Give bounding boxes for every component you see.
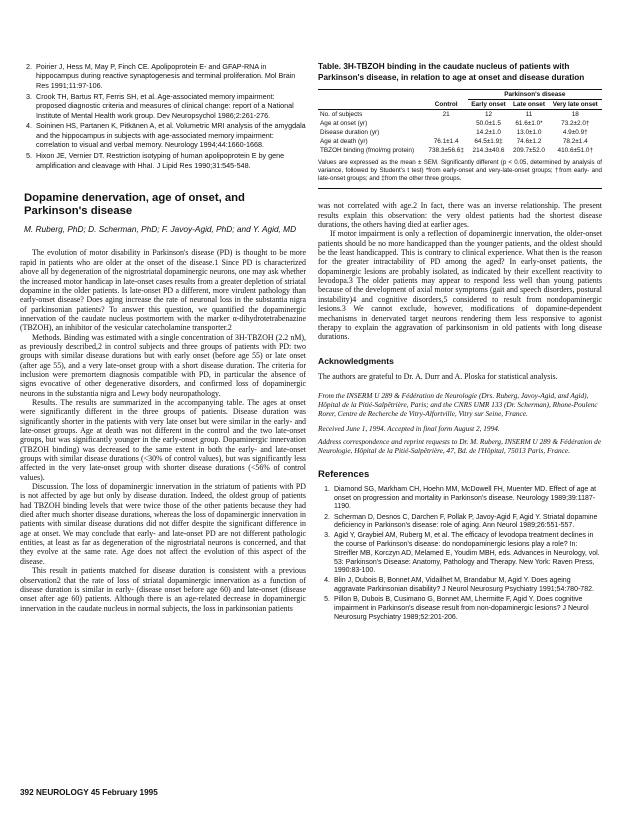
affiliation: From the INSERM U 289 & Fédération de Neurologie (Drs. Ruberg, Javoy-Agid, and Agid), Hôpital de la Pitié-Salpêtrière, Paris; and the CNRS UMR 133 (Dr. Scherman), Rhone-Poulenc Rorer, Centre de Recherche de Vitry-Alfortville, Vitry sur Seine, France. — [318, 390, 598, 418]
table-row — [318, 146, 602, 155]
table-cell: 78.2±1.4 — [562, 138, 588, 145]
table-cell: 738.3±56.6‡ — [428, 147, 464, 154]
previous-article-references — [20, 62, 306, 170]
table-cell: 76.1±1.4 — [433, 138, 459, 145]
reference-number: 3. — [324, 532, 330, 540]
reference-item — [20, 151, 306, 170]
table-cell: 21 — [442, 111, 450, 118]
table-cell: 74.6±1.2 — [516, 138, 542, 145]
reference-item — [318, 514, 602, 531]
reference-number: 5. — [324, 596, 330, 604]
row-label: Age at death (yr) — [320, 138, 368, 145]
reference-item — [318, 577, 602, 594]
table-cell: 50.0±1.5 — [476, 120, 501, 127]
article-title: Dopamine denervation, age of onset, and Parkinson's disease — [24, 191, 245, 218]
paragraph-motor-impairment: If motor impairment is only a reflection of dopaminergic innervation, the older-onset patients should be no more handicapped than the younger patients, and the oldest should be the least handicapped. This is contrary to clinical experience. What then is the reason for the greater intractability of PD among the aged? In early-onset patients, the dopaminergic lesions are probably isolated, as indicated by their excellent reactivity to levodopa.3 The older patients may appear to respond less well than young patients because of the development of axial motor symptoms (gait and speech disorders, postural instability)4 and cognitive disorders,5 considered to result from nondopaminergic lesions.3 We cannot exclude, however, modifications of dopamine-dependent mechanisms in denervated target neurons rendering them less responsive to agonist therapy to explain the aggravation of parkinsonism in old patients with long disease durations. — [318, 229, 602, 342]
reference-item — [20, 92, 306, 120]
reference-text: Soininen HS, Partanen K, Pitkänen A, et al. Volumetric MRI analysis of the amygdala and the hippocampus in subjects with age-associated memory impairment: correlation to visual and verbal memory. Neurology 1994;44:1660-1668. — [36, 121, 306, 150]
table-cell: 73.2±2.0† — [561, 120, 590, 127]
correspondence: Address correspondence and reprint requests to Dr. M. Ruberg, INSERM U 289 & Fédération de Neurologie, Hôpital de la Pitié-Salpêtrière, 47, Bd. de l'Hôpital, 75013 Paris, France. — [318, 436, 601, 455]
reference-item — [20, 121, 306, 149]
table-footnote: Values are expressed as the mean ± SEM. Significantly different (p < 0.05, determined by analysis of variance, followed by Student's t test) *from early-onset and very-late-onset groups; †from early- and late-onset groups; and ‡from the other three groups. — [318, 159, 602, 189]
table-cell: 12 — [484, 111, 493, 118]
reference-text: Pillon B, Dubois B, Cusimano G, Bonnet AM, Lhermitte F, Agid Y. Does cognitive impairment in Parkinson's disease result from non-dopaminergic lesions? J Neurol Neurosurg Psychiatry 1989;52:201-206. — [334, 596, 589, 621]
reference-text: Blin J, Dubois B, Bonnet AM, Vidailhet M, Brandabur M, Agid Y. Does ageing aggravate Parkinsonian disability? J Neurol Neurosurg Psychiatry 1991;54:780-782. — [334, 577, 594, 594]
reference-text: Diamond SG, Markham CH, Hoehn MM, McDowell FH, Muenter MD. Effect of age at onset on progression and mortality in Parkinson's disease. Neurology 1989;39:1187-1190. — [334, 485, 597, 511]
references-heading: References — [318, 468, 370, 480]
table-row — [318, 110, 602, 120]
column-header: Late onset — [509, 100, 548, 110]
reference-number: 5. — [26, 151, 32, 161]
page-footer — [20, 788, 158, 797]
reference-item — [318, 596, 602, 622]
left-column — [20, 62, 306, 613]
table-row — [318, 119, 602, 128]
table-cell: 14.2±1.0 — [476, 129, 501, 136]
table-cell: 18 — [571, 111, 579, 118]
reference-item — [318, 532, 602, 576]
reference-item — [318, 486, 602, 512]
paragraph-intro: The evolution of motor disability in Parkinson's disease (PD) is thought to be more rapid in patients who are older at the onset of the disease.1 Since PD is characterized above all by degeneration of the nigrostriatal dopaminergic neurons, one may ask whether the increased motor handicap in late-onset cases results from a greater depletion of striatal dopamine in the older patients. Is late-onset PD a different, more virulent pathology than early-onset disease? Does aging increase the rate of neuronal loss in the substantia nigra of parkinsonian patients? To answer this question, we quantified the dopaminergic innervation of the caudate nucleus postmortem with the marker α-dihydrotetrabenazine (TBZOH), an inhibitor of the vesicular catecholamine transporter.2 — [20, 248, 306, 333]
reference-text: Crook TH, Bartus RT, Ferris SH, et al. Age-associated memory impairment: proposed diagnostic criteria and measures of clinical change: report of a National Institute of Mental Health work group. Dev Neuropsychol 1986;2:261-276. — [36, 91, 294, 120]
article-body-right — [318, 201, 602, 341]
reference-number: 3. — [26, 91, 32, 101]
column-header: Control — [425, 100, 468, 110]
reference-item — [20, 62, 306, 90]
results-table — [318, 89, 602, 155]
page-number: 392 — [20, 788, 34, 797]
column-header: Very late onset — [549, 100, 602, 110]
row-label: TBZOH binding (fmol/mg protein) — [320, 147, 415, 154]
reference-text: Poirier J, Hess M, May P, Finch CE. Apolipoprotein E- and GFAP-RNA in hippocampus during reactive synaptogenesis and terminal proliferation. Mol Brain Res 1991;11:97-106. — [36, 62, 296, 90]
paragraph-continuation: was not correlated with age.2 In fact, there was an inverse relationship. The present results explain this observation: the very oldest patients had the shortest disease durations, the others having died at earlier ages. — [318, 201, 602, 230]
paragraph-results: Results. The results are summarized in the accompanying table. The ages at onset were significantly different in the three groups of patients. Disease duration was significantly shorter in the patients with very late onset but were similar in the early- and late-onset groups. Age at death was not different in the control and the two late-onset groups, but was significantly younger in the early-onset group. Dopaminergic innervation (TBZOH binding) was decreased to the same extent in both the early- and late-onset groups with similar disease durations (<30% of control values), but was significantly less affected in the very late-onset group with shorter disease durations (<56% of control values). — [20, 397, 306, 482]
reference-number: 2. — [324, 513, 330, 521]
article-body-left — [20, 248, 306, 612]
table-cell: 13.0±1.0 — [516, 129, 542, 136]
row-label: Disease duration (yr) — [320, 129, 380, 136]
row-label: Age at onset (yr) — [320, 120, 368, 127]
paragraph-consistency: This result in patients matched for disease duration is consistent with a previous observation2 that the rate of loss of striatal dopaminergic innervation as a function of disease duration is similar in early- (disease onset before age 60) and late-onset (disease onset after age 60) patients. Although there is an age-related decrease in dopaminergic innervation in the caudate nucleus in normal subjects, the loss in parkinsonian patients — [20, 566, 306, 613]
acknowledgments-text: The authors are grateful to Dr. A. Durr and A. Ploska for statistical analysis. — [318, 371, 558, 381]
table-cell — [425, 119, 468, 128]
reference-text: Hixon JE, Vernier DT. Restriction isotyping of human apolipoprotein E by gene amplification and cleavage with HhaI. J Lipid Res 1990;31:545-548. — [36, 151, 285, 170]
paragraph-methods: Methods. Binding was estimated with a single concentration of 3H-TBZOH (2.2 nM), as previously described,2 in control subjects and three groups of patients with PD: two groups with similar disease durations but with early onset (before age 55) or late onset (after age 55), and a very late-onset group with a short disease duration. The criteria for inclusion were premortem diagnosis compatible with PD, in particular the absence of signs evocative of other degenerative disorders, and confirmed loss of dopaminergic neurons in the substantia nigra and Lewy body neuropathology. — [20, 332, 306, 398]
table-cell: 61.6±1.0* — [515, 120, 543, 127]
column-header: Early onset — [468, 100, 510, 110]
reference-number: 4. — [324, 577, 330, 585]
row-label: No. of subjects — [320, 111, 363, 118]
article-authors: M. Ruberg, PhD; D. Scherman, PhD; F. Javoy-Agid, PhD; and Y. Agid, MD — [24, 223, 297, 234]
table-row — [318, 137, 602, 146]
table-group-header: Parkinson's disease — [468, 90, 602, 100]
table-cell: 410.6±51.0† — [557, 147, 594, 154]
received-dates: Received June 1, 1994. Accepted in final form August 2, 1994. — [318, 423, 500, 433]
table-cell: 64.5±1.9‡ — [474, 138, 503, 145]
table-cell: 214.3±40.6 — [472, 147, 505, 154]
table-cell — [425, 128, 468, 137]
paragraph-discussion: Discussion. The loss of dopaminergic innervation in the striatum of patients with PD is not affected by age but only by disease duration. Indeed, the oldest group of patients had TBZOH binding levels that were twice those of the other patients because they had died after much shorter disease durations, whereas the loss of dopaminergic innervation in patients with similar disease durations did not differ despite the significant difference in age at onset. We may conclude that early- and late-onset PD are not different pathologic entities, at least as far as degeneration of the nigrostriatal neurons is concerned, and that they evolve at the same rate. Age does not affect the evolution of this aspect of the disease. — [20, 482, 306, 566]
table-row — [318, 128, 602, 137]
journal-issue: NEUROLOGY 45 February 1995 — [35, 788, 158, 797]
reference-text: Scherman D, Desnos C, Darchen F, Pollak P, Javoy-Agid F, Agid Y. Striatal dopamine deficiency in Parkinson's disease: role of aging. Ann Neurol 1989;26:551-557. — [334, 513, 598, 530]
right-column — [318, 62, 602, 624]
reference-number: 1. — [324, 485, 330, 493]
table-title: Table. 3H-TBZOH binding in the caudate nucleus of patients with Parkinson's disease, in relation to age at onset and disease duration — [318, 62, 585, 82]
acknowledgments-heading: Acknowledgments — [318, 355, 394, 366]
references-list — [318, 486, 602, 623]
table-cell: 11 — [525, 111, 533, 118]
reference-text: Agid Y, Graybiel AM, Ruberg M, et al. The efficacy of levodopa treatment declines in the course of Parkinson's disease: do nondopaminergic lesions play a role? In: Streifler MB, Korczyn AD, Melamed E, Youdim MBH, eds. Advances in Neurology, vol. 53: Parkinson's Disease: Anatomy, Pathology and Therapy. New York: Raven Press, 1990:83-100. — [334, 532, 600, 575]
reference-number: 4. — [26, 121, 32, 131]
reference-number: 2. — [26, 62, 32, 71]
table-cell: 4.9±0.9† — [562, 129, 588, 136]
table-cell: 209.7±52.0 — [513, 147, 545, 154]
